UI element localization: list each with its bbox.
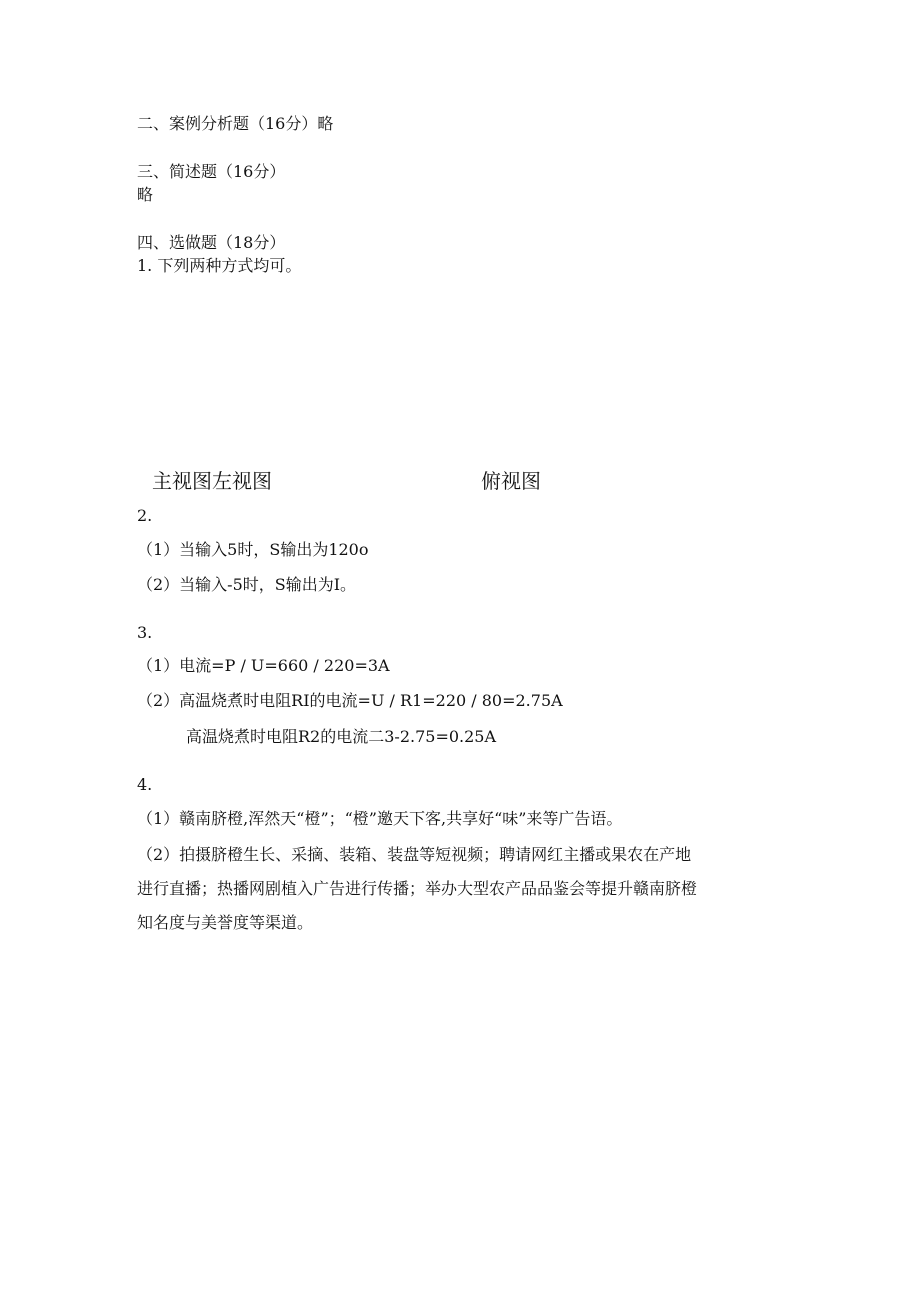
- question-1-text: 1. 下列两种方式均可。: [137, 256, 302, 275]
- section-4-heading: 四、选做题（18分）: [137, 233, 286, 252]
- question-2-part-1: （1）当输入5时，S输出为120o: [137, 540, 369, 559]
- question-4-part-2-line-2: 进行直播；热播网剧植入广告进行传播；举办大型农产品品鉴会等提升赣南脐橙: [137, 879, 698, 898]
- section-2-heading: 二、案例分析题（16分）略: [137, 114, 334, 133]
- question-3-part-1: （1）电流=P / U=660 / 220=3A: [137, 656, 390, 675]
- question-4-part-1: （1）赣南脐橙,浑然天“橙”；“橙”邀天下客,共享好“味”来等广告语。: [137, 809, 623, 828]
- figure-caption-front-left-views: 主视图左视图: [152, 469, 272, 493]
- question-3-part-2: （2）高温烧煮时电阻RI的电流=U / R1=220 / 80=2.75A: [137, 691, 563, 710]
- figure-caption-top-view: 俯视图: [481, 469, 541, 493]
- question-4-number: 4.: [137, 775, 153, 794]
- question-3-part-2-continued: 高温烧煮时电阻R2的电流二3-2.75=0.25A: [186, 727, 497, 746]
- question-4-part-2-line-1: （2）拍摄脐橙生长、采摘、装箱、装盘等短视频；聘请网红主播或果农在产地: [137, 845, 692, 864]
- question-2-part-2: （2）当输入-5时，S输出为I。: [137, 575, 357, 594]
- question-4-part-2-line-3: 知名度与美誉度等渠道。: [137, 913, 314, 932]
- question-3-number: 3.: [137, 623, 153, 642]
- section-3-heading: 三、简述题（16分）: [137, 162, 286, 181]
- section-3-answer: 略: [137, 185, 154, 204]
- question-2-number: 2.: [137, 506, 153, 525]
